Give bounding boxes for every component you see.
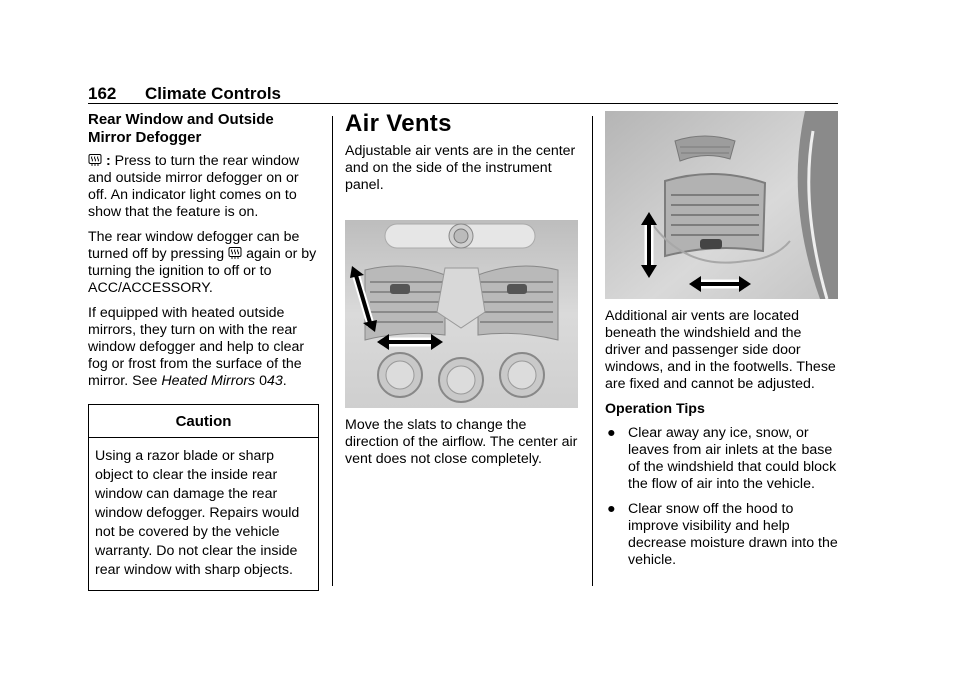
right-column — [605, 111, 839, 577]
column-divider-1 — [332, 116, 333, 586]
defogger-off-text-1: The rear window defogger can be turned off by pressing — [88, 229, 300, 262]
period: . — [282, 373, 287, 389]
defogger-off-paragraph — [88, 229, 320, 297]
caution-box — [88, 404, 319, 591]
caution-text: Using a razor blade or sharp object to clear the inside rear window can damage the rear window defogger. Repairs would not be covered by the vehicle warranty. Do not clear the inside rear window with sharp objects. — [95, 448, 300, 578]
colon: : — [102, 153, 115, 169]
caution-title: Caution — [89, 405, 318, 438]
center-vents-photo — [345, 220, 578, 408]
middle-column — [345, 111, 579, 476]
side-vent-photo — [605, 111, 838, 299]
page-ref-number[interactable]: 43 — [267, 373, 283, 389]
bullet-icon: ● — [607, 425, 616, 441]
header-rule — [88, 103, 838, 104]
heated-mirrors-paragraph — [88, 305, 320, 390]
bullet-icon: ● — [607, 501, 616, 517]
rear-defogger-icon — [228, 246, 242, 260]
page-header — [88, 84, 838, 104]
air-vents-caption: Move the slats to change the direction of the airflow. The center air vent does not close completely. — [345, 417, 578, 467]
page-title: Climate Controls — [145, 84, 282, 103]
page-ref-icon: 0 — [259, 373, 267, 389]
page-number: 162 — [88, 84, 117, 103]
list-item — [605, 425, 839, 493]
defogger-text: Press to turn the rear window and outside mirror defogger on or off. An indicator light comes on to show that the feature is on. — [88, 153, 300, 220]
list-item — [605, 501, 839, 569]
defogger-description — [88, 153, 320, 221]
additional-vents-paragraph: Additional air vents are located beneath the windshield and the driver and passenger side door windows, and in the footwells. These are fixed and cannot be adjusted. — [605, 308, 836, 392]
left-column — [88, 111, 320, 591]
operation-tips-heading: Operation Tips — [605, 401, 705, 417]
tip-text: Clear snow off the hood to improve visibility and help decrease moisture drawn into the vehicle. — [628, 501, 838, 568]
defogger-off-text-2: again or by turning the ignition to off or to ACC/ACCESSORY. — [88, 246, 317, 296]
rear-defogger-icon — [88, 153, 102, 167]
air-vents-intro: Adjustable air vents are in the center and on the side of the instrument panel. — [345, 143, 576, 193]
operation-tips-list — [605, 425, 839, 569]
tip-text: Clear away any ice, snow, or leaves from air inlets at the base of the windshield that could block the flow of air into the vehicle. — [628, 425, 837, 492]
section-heading-air-vents: Air Vents — [345, 110, 452, 137]
heated-mirrors-link[interactable]: Heated Mirrors — [161, 373, 256, 389]
heated-mirrors-text: If equipped with heated outside mirrors, they turn on with the rear window defogger and help to clear fog or frost from the surface of the mirror. See — [88, 305, 305, 389]
column-divider-2 — [592, 116, 593, 586]
section-heading-defogger: Rear Window and Outside Mirror Defogger — [88, 111, 274, 146]
